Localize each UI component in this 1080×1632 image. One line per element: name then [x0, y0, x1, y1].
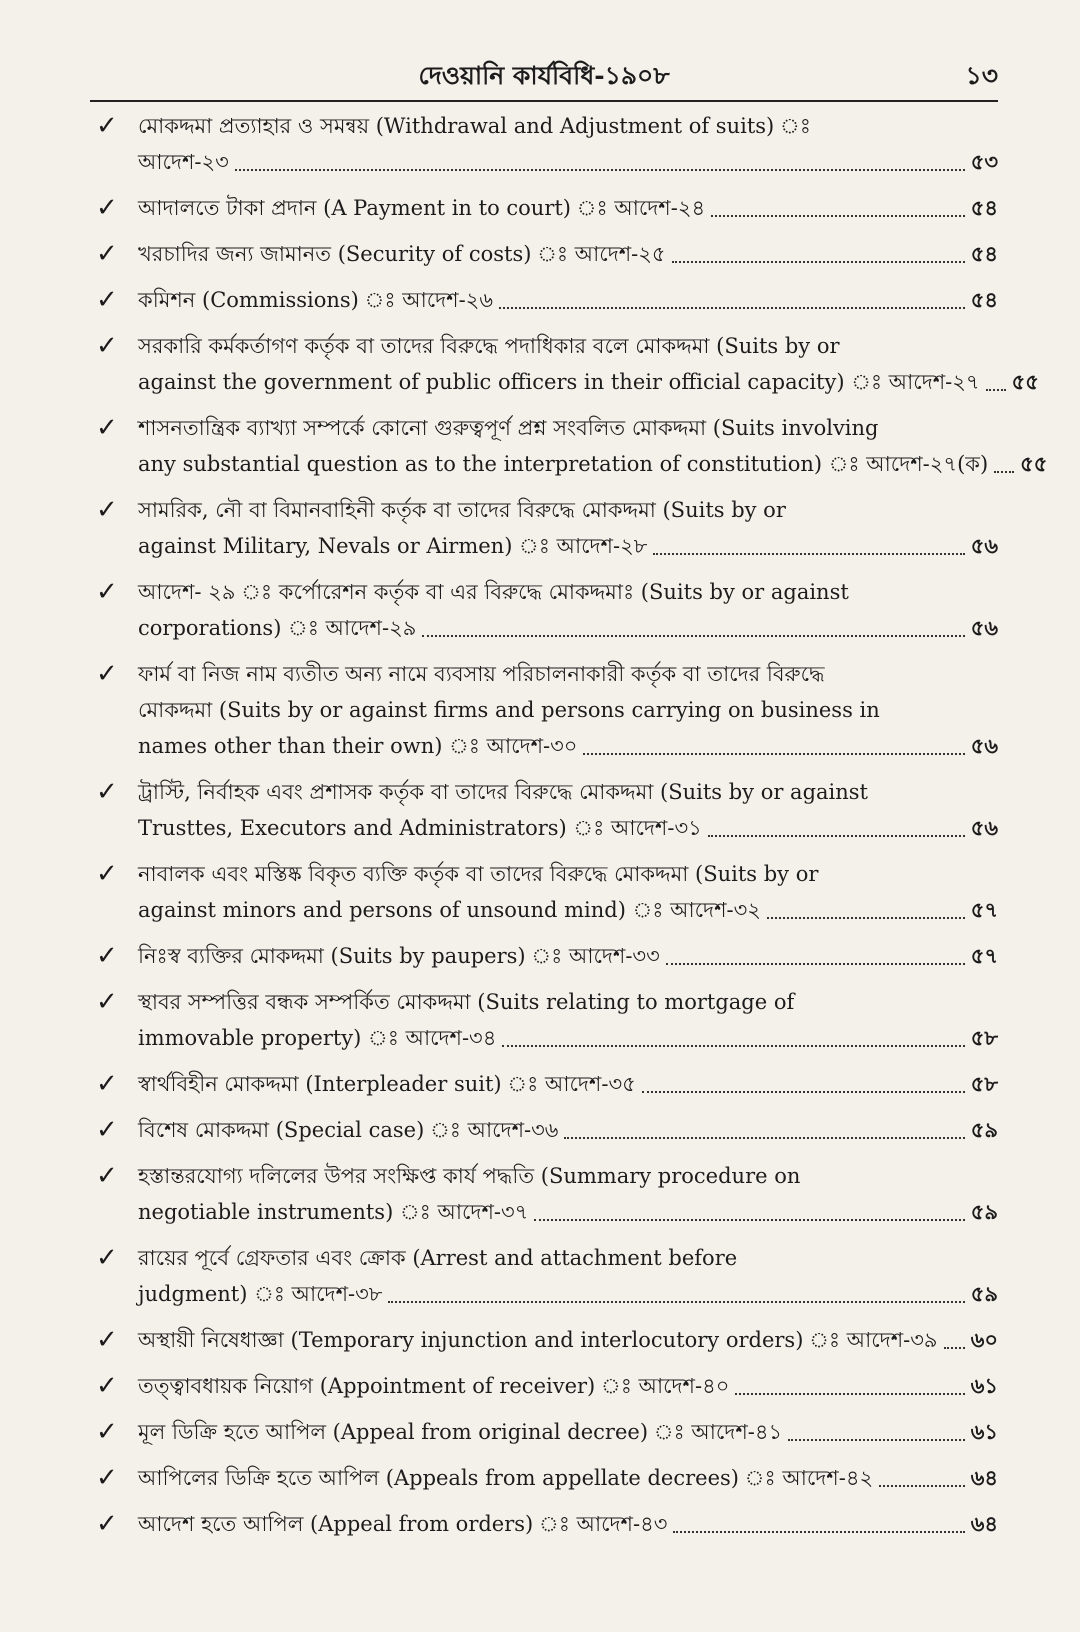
checkmark-icon: ✓	[96, 1463, 118, 1493]
toc-entry	[90, 236, 998, 272]
toc-entry	[90, 856, 998, 928]
toc-entry	[90, 492, 998, 564]
toc-entry-line: আদেশ- ২৯ ঃ কর্পোরেশন কর্তৃক বা এর বিরুদ্ধে মোকদ্দমাঃ (Suits by or against	[138, 580, 849, 604]
running-title: দেওয়ানি কার্যবিধি-১৯০৮	[418, 61, 670, 90]
toc-entry-line: আদেশ-২৩ ৫৩	[138, 144, 998, 180]
toc-entry	[90, 1368, 998, 1404]
dot-leader	[564, 1112, 964, 1139]
dot-leader	[534, 1194, 964, 1221]
checkmark-icon: ✓	[96, 1325, 118, 1355]
toc-entry-line: Trusttes, Executors and Administrators) ঃ আদেশ-৩১ ৫৬	[138, 810, 998, 846]
toc-entry	[90, 1506, 998, 1542]
toc-entry-line: অস্থায়ী নিষেধাজ্ঞা (Temporary injunction and interlocutory orders) ঃ আদেশ-৩৯ ৬০	[138, 1322, 998, 1358]
toc-entry	[90, 1322, 998, 1358]
toc-entry-line: any substantial question as to the interpretation of constitution) ঃ আদেশ-২৭(ক) ৫৫	[138, 446, 998, 482]
toc-entry-line: names other than their own) ঃ আদেশ-৩০ ৫৬	[138, 728, 998, 764]
header-rule	[90, 100, 998, 102]
page-header	[90, 52, 998, 92]
toc-entry	[90, 1414, 998, 1450]
toc-page-number: ৫৯	[970, 1281, 998, 1306]
toc-entry	[90, 938, 998, 974]
toc-page-number: ৫৩	[970, 149, 998, 174]
checkmark-icon: ✓	[96, 495, 118, 525]
dot-leader	[583, 728, 964, 755]
toc-entry-line: খরচাদির জন্য জামানত (Security of costs) ঃ আদেশ-২৫ ৫৪	[138, 236, 998, 272]
toc-entry	[90, 190, 998, 226]
toc-entry	[90, 1112, 998, 1148]
toc-entry	[90, 574, 998, 646]
checkmark-icon: ✓	[96, 239, 118, 269]
toc-entry	[90, 328, 1039, 400]
toc-page-number: ৫৬	[970, 815, 998, 840]
dot-leader	[735, 1368, 964, 1395]
checkmark-icon: ✓	[96, 1115, 118, 1145]
toc-entry	[90, 108, 998, 180]
toc-entry-line: আপিলের ডিক্রি হতে আপিল (Appeals from appellate decrees) ঃ আদেশ-৪২ ৬৪	[138, 1460, 998, 1496]
toc-entry-line: সরকারি কর্মকর্তাগণ কর্তৃক বা তাদের বিরুদ্ধে পদাধিকার বলে মোকদ্দমা (Suits by or	[138, 334, 840, 358]
checkmark-icon: ✓	[96, 859, 118, 889]
checkmark-icon: ✓	[96, 111, 118, 141]
checkmark-icon: ✓	[96, 659, 118, 689]
toc-entry-line: তত্ত্বাবধায়ক নিয়োগ (Appointment of receiver) ঃ আদেশ-৪০ ৬১	[138, 1368, 998, 1404]
checkmark-icon: ✓	[96, 285, 118, 315]
dot-leader	[711, 190, 965, 217]
dot-leader	[986, 364, 1006, 391]
toc-entry-line: মোকদ্দমা (Suits by or against firms and persons carrying on business in	[138, 698, 880, 722]
checkmark-icon: ✓	[96, 331, 118, 361]
dot-leader	[388, 1276, 964, 1303]
dot-leader	[672, 236, 965, 263]
dot-leader	[788, 1414, 965, 1441]
checkmark-icon: ✓	[96, 413, 118, 443]
toc-entry-line: ট্রাস্টি, নির্বাহক এবং প্রশাসক কর্তৃক বা তাদের বিরুদ্ধে মোকদ্দমা (Suits by or against	[138, 780, 868, 804]
toc-entry	[90, 1460, 998, 1496]
toc-page-number: ৬১	[970, 1373, 998, 1398]
toc-page-number: ৫৬	[970, 533, 998, 558]
dot-leader	[653, 528, 964, 555]
dot-leader	[879, 1460, 965, 1487]
toc-entry-line: against minors and persons of unsound mind) ঃ আদেশ-৩২ ৫৭	[138, 892, 998, 928]
dot-leader	[708, 810, 965, 837]
checkmark-icon: ✓	[96, 577, 118, 607]
toc-entry-line: আদেশ হতে আপিল (Appeal from orders) ঃ আদেশ-৪৩ ৬৪	[138, 1506, 998, 1542]
toc-entry	[90, 1066, 998, 1102]
dot-leader	[499, 282, 965, 309]
checkmark-icon: ✓	[96, 1509, 118, 1539]
dot-leader	[994, 446, 1014, 473]
toc-entry	[90, 774, 998, 846]
toc-entry-line: negotiable instruments) ঃ আদেশ-৩৭ ৫৯	[138, 1194, 998, 1230]
checkmark-icon: ✓	[96, 1161, 118, 1191]
toc-entry	[90, 1158, 998, 1230]
toc-page-number: ৫৫	[1020, 451, 1048, 476]
checkmark-icon: ✓	[96, 193, 118, 223]
toc-page-number: ৬০	[970, 1327, 998, 1352]
toc-entry-line: সামরিক, নৌ বা বিমানবাহিনী কর্তৃক বা তাদের বিরুদ্ধে মোকদ্দমা (Suits by or	[138, 498, 786, 522]
toc-entry-line: হস্তান্তরযোগ্য দলিলের উপর সংক্ষিপ্ত কার্য পদ্ধতি (Summary procedure on	[138, 1164, 801, 1188]
dot-leader	[666, 938, 965, 965]
toc-entry-line: মূল ডিক্রি হতে আপিল (Appeal from original decree) ঃ আদেশ-৪১ ৬১	[138, 1414, 998, 1450]
checkmark-icon: ✓	[96, 1069, 118, 1099]
toc-entry-line: স্বার্থবিহীন মোকদ্দমা (Interpleader suit) ঃ আদেশ-৩৫ ৫৮	[138, 1066, 998, 1102]
toc-entry	[90, 656, 998, 764]
dot-leader	[944, 1322, 965, 1349]
toc-entry-line: judgment) ঃ আদেশ-৩৮ ৫৯	[138, 1276, 998, 1312]
toc-entry-line: মোকদ্দমা প্রত্যাহার ও সমন্বয় (Withdrawal and Adjustment of suits) ঃ	[138, 114, 811, 138]
toc-page-number: ৫৯	[970, 1199, 998, 1224]
toc-page-number: ৫৬	[970, 733, 998, 758]
toc-page-number: ৫৯	[970, 1117, 998, 1142]
checkmark-icon: ✓	[96, 1371, 118, 1401]
toc-entry-line: আদালতে টাকা প্রদান (A Payment in to court) ঃ আদেশ-২৪ ৫৪	[138, 190, 998, 226]
toc-entry-line: স্থাবর সম্পত্তির বন্ধক সম্পর্কিত মোকদ্দমা (Suits relating to mortgage of	[138, 990, 795, 1014]
toc-page-number: ৫৭	[970, 897, 998, 922]
toc-page-number: ৫৪	[970, 241, 998, 266]
toc-page-number: ৫৫	[1011, 369, 1039, 394]
dot-leader	[235, 144, 965, 171]
toc-page-number: ৬৪	[970, 1465, 998, 1490]
dot-leader	[642, 1066, 965, 1093]
checkmark-icon: ✓	[96, 1243, 118, 1273]
toc-entry-line: নিঃস্ব ব্যক্তির মোকদ্দমা (Suits by paupers) ঃ আদেশ-৩৩ ৫৭	[138, 938, 998, 974]
toc-entry-line: immovable property) ঃ আদেশ-৩৪ ৫৮	[138, 1020, 998, 1056]
toc-entry-line: ফার্ম বা নিজ নাম ব্যতীত অন্য নামে ব্যবসায় পরিচালনাকারী কর্তৃক বা তাদের বিরুদ্ধে	[138, 662, 825, 686]
checkmark-icon: ✓	[96, 987, 118, 1017]
toc-entry-line: নাবালক এবং মস্তিষ্ক বিকৃত ব্যক্তি কর্তৃক বা তাদের বিরুদ্ধে মোকদ্দমা (Suits by or	[138, 862, 819, 886]
toc-entry-line: কমিশন (Commissions) ঃ আদেশ-২৬ ৫৪	[138, 282, 998, 318]
toc-page-number: ৬১	[970, 1419, 998, 1444]
toc-entry-line: রায়ের পূর্বে গ্রেফতার এবং ক্রোক (Arrest and attachment before	[138, 1246, 738, 1270]
toc-entry-line: against Military, Nevals or Airmen) ঃ আদেশ-২৮ ৫৬	[138, 528, 998, 564]
page-number: ১৩	[965, 61, 998, 90]
checkmark-icon: ✓	[96, 1417, 118, 1447]
dot-leader	[673, 1506, 964, 1533]
checkmark-icon: ✓	[96, 777, 118, 807]
toc-page-number: ৫৭	[970, 943, 998, 968]
toc-entry-line: against the government of public officers in their official capacity) ঃ আদেশ-২৭ ৫৫	[138, 364, 998, 400]
dot-leader	[502, 1020, 964, 1047]
toc-entry	[90, 984, 998, 1056]
table-of-contents	[90, 108, 1048, 1552]
toc-entry	[90, 1240, 998, 1312]
toc-page-number: ৬৪	[970, 1511, 998, 1536]
dot-leader	[422, 610, 964, 637]
toc-entry-line: শাসনতান্ত্রিক ব্যাখ্যা সম্পর্কে কোনো গুরুত্বপূর্ণ প্রশ্ন সংবলিত মোকদ্দমা (Suits involving	[138, 416, 879, 440]
dot-leader	[767, 892, 965, 919]
toc-page-number: ৫৬	[970, 615, 998, 640]
toc-entry-line: corporations) ঃ আদেশ-২৯ ৫৬	[138, 610, 998, 646]
toc-page-number: ৫৪	[970, 195, 998, 220]
checkmark-icon: ✓	[96, 941, 118, 971]
toc-page-number: ৫৮	[970, 1025, 998, 1050]
toc-page-number: ৫৪	[970, 287, 998, 312]
toc-entry-line: বিশেষ মোকদ্দমা (Special case) ঃ আদেশ-৩৬ ৫৯	[138, 1112, 998, 1148]
toc-page-number: ৫৮	[970, 1071, 998, 1096]
toc-entry	[90, 282, 998, 318]
toc-entry	[90, 410, 1048, 482]
